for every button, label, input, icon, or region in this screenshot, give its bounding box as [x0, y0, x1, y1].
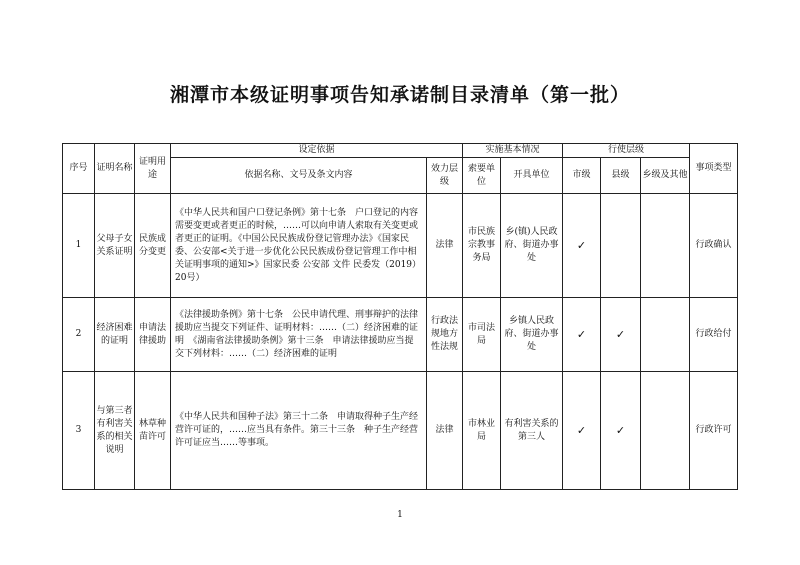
cell-item-type: 行政给付 [690, 298, 738, 372]
header-item-type: 事项类型 [690, 144, 738, 194]
cell-purpose: 民族成分变更 [135, 194, 171, 298]
header-county: 县级 [601, 158, 641, 194]
header-cert-name: 证明名称 [95, 144, 135, 194]
cell-basis: 《中华人民共和国户口登记条例》第十七条 户口登记的内容需要变更或者更正的时候，……可以向申请人索取有关变更或者更正的证明。《中国公民民族成份登记管理办法》《国家民委、公安部<关于进一步优化公民民族成份登记管理工作中相关证明事项的通知>》国家民委 公安部 文件 民委发（2019）20号） [171, 194, 427, 298]
check-mark-icon: ✓ [563, 298, 601, 372]
cell-township [641, 372, 690, 490]
header-township: 乡级及其他 [641, 158, 690, 194]
header-impl-group: 实施基本情况 [463, 144, 563, 158]
check-mark-icon: ✓ [601, 372, 641, 490]
check-mark-icon: ✓ [601, 298, 641, 372]
page-number: 1 [397, 510, 403, 520]
cell-cert-name: 经济困难的证明 [95, 298, 135, 372]
cell-cert-name: 与第三者有利害关系的相关说明 [95, 372, 135, 490]
header-basis-group: 设定依据 [171, 144, 463, 158]
cell-purpose: 申请法律援助 [135, 298, 171, 372]
cell-item-type: 行政许可 [690, 372, 738, 490]
header-request-unit: 索要单位 [463, 158, 501, 194]
header-seq: 序号 [63, 144, 95, 194]
cell-seq: 1 [63, 194, 95, 298]
cell-effect-level: 行政法规地方性法规 [427, 298, 463, 372]
cell-issue-unit: 有利害关系的第三人 [501, 372, 563, 490]
cell-request-unit: 市民族宗教事务局 [463, 194, 501, 298]
header-issue-unit: 开具单位 [501, 158, 563, 194]
header-purpose: 证明用途 [135, 144, 171, 194]
page-title: 湘潭市本级证明事项告知承诺制目录清单（第一批） [169, 84, 630, 106]
cell-county [601, 194, 641, 298]
table-row [63, 372, 738, 490]
table-row [63, 194, 738, 298]
header-basis-content: 依据名称、文号及条文内容 [171, 158, 427, 194]
cell-effect-level: 法律 [427, 372, 463, 490]
cell-request-unit: 市司法局 [463, 298, 501, 372]
cell-basis: 《中华人民共和国种子法》第三十二条 申请取得种子生产经营许可证的，……应当具有条件。第三十三条 种子生产经营许可证应当……等事项。 [171, 372, 427, 490]
check-mark-icon: ✓ [563, 194, 601, 298]
cell-purpose: 林草种苗许可 [135, 372, 171, 490]
table-row [63, 298, 738, 372]
header-level-group: 行使层级 [563, 144, 690, 158]
cell-seq: 3 [63, 372, 95, 490]
cell-issue-unit: 乡(镇)人民政府、街道办事处 [501, 194, 563, 298]
cell-effect-level: 法律 [427, 194, 463, 298]
cell-township [641, 298, 690, 372]
certification-table [62, 143, 738, 490]
cell-item-type: 行政确认 [690, 194, 738, 298]
header-city: 市级 [563, 158, 601, 194]
check-mark-icon: ✓ [563, 372, 601, 490]
header-effect-level: 效力层级 [427, 158, 463, 194]
cell-issue-unit: 乡镇人民政府、街道办事处 [501, 298, 563, 372]
cell-request-unit: 市林业局 [463, 372, 501, 490]
cell-seq: 2 [63, 298, 95, 372]
cell-township [641, 194, 690, 298]
cell-basis: 《法律援助条例》第十七条 公民申请代理、刑事辩护的法律援助应当提交下列证件、证明材料：……（二）经济困难的证明 《湖南省法律援助条例》第十三条 申请法律援助应当提交下列材料：……（二）经济困难的证明 [171, 298, 427, 372]
cell-cert-name: 父母子女关系证明 [95, 194, 135, 298]
